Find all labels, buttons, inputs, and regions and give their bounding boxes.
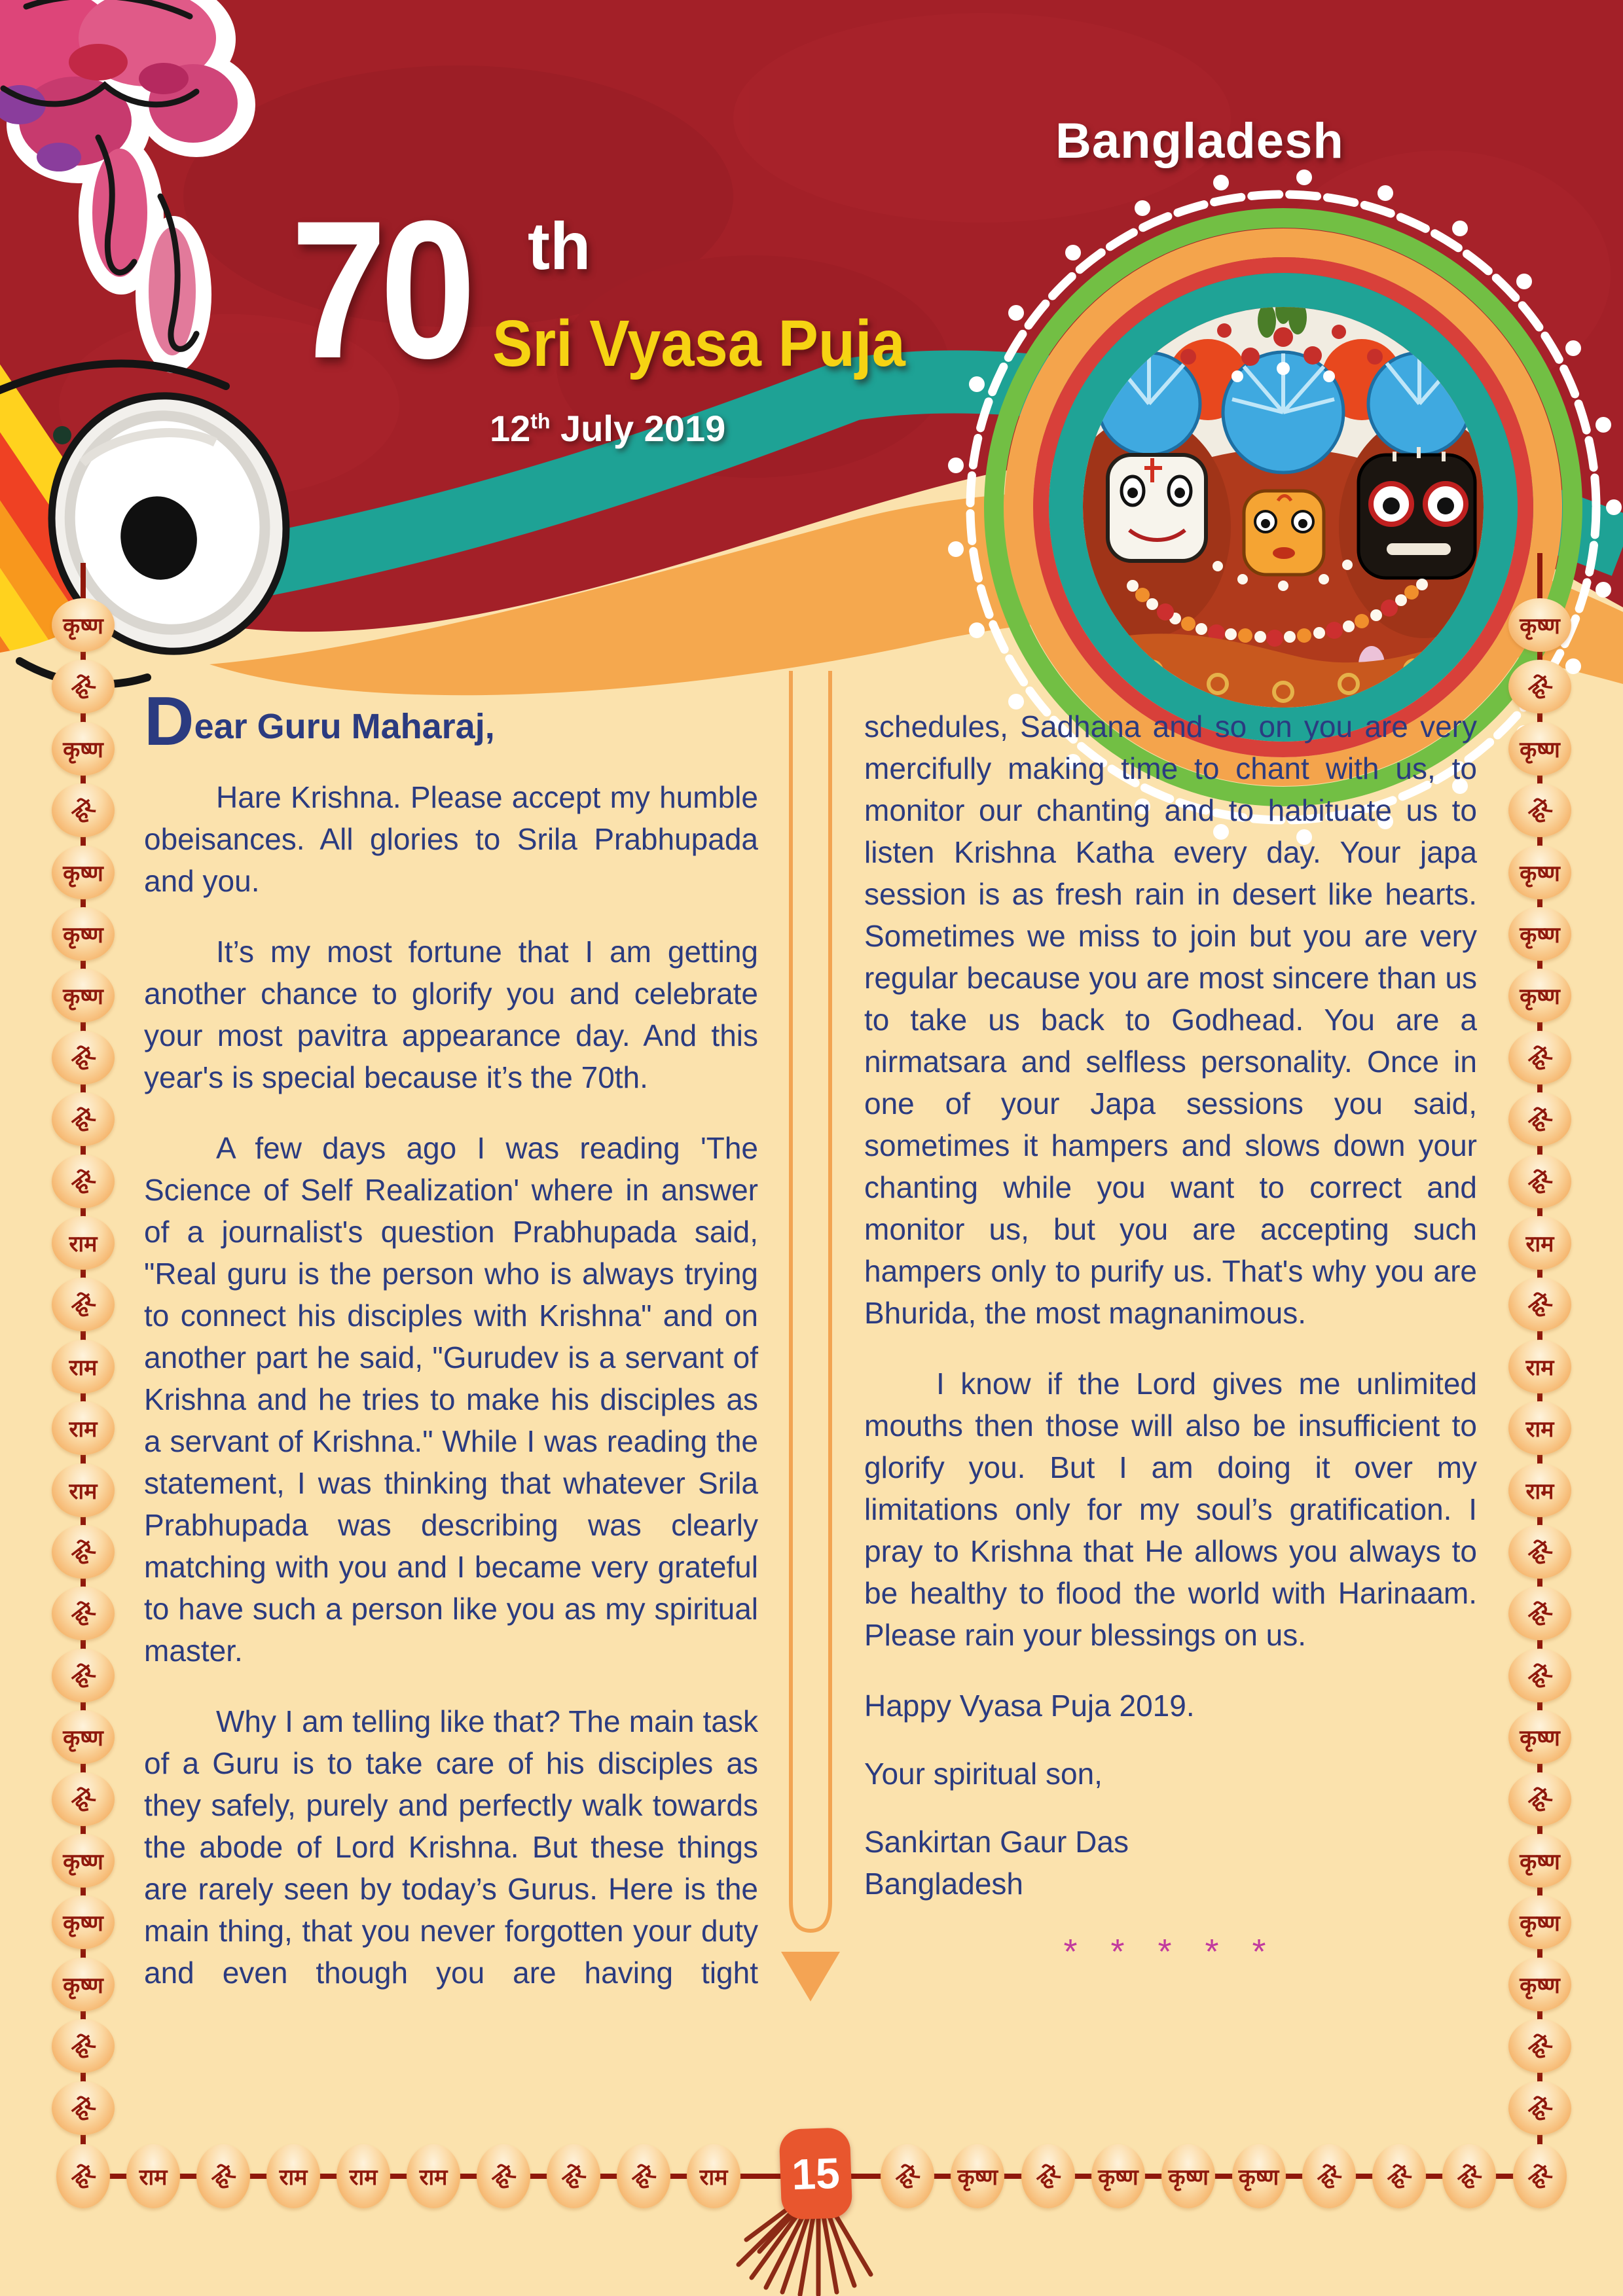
mantra-bead xyxy=(52,2019,115,2073)
mantra-bead-label: हरे xyxy=(68,1043,100,1075)
mantra-bead xyxy=(52,907,115,961)
mantra-bead xyxy=(1508,1710,1571,1764)
mantra-bead xyxy=(1513,2144,1567,2208)
paragraph: I know if the Lord gives me unlimited mouths then those will also be insufficient to glorify you. But I am doing it over my limitations only for my soul’s gratification. I pray to Krishna that He allows you always to be healthy to flood the world with Harinaam. Please rain your blessings on us. xyxy=(864,1367,1477,1652)
page-number-badge xyxy=(779,2127,853,2220)
mantra-bead xyxy=(52,1772,115,1826)
mantra-bead-label: राम xyxy=(69,1479,98,1504)
mantra-bead-label: हरे xyxy=(68,2031,100,2064)
mantra-bead xyxy=(52,1587,115,1640)
mantra-bead xyxy=(52,1958,115,2011)
mantra-bead xyxy=(1508,1525,1571,1579)
mantra-bead-label: हरे xyxy=(68,672,100,704)
mantra-bead xyxy=(52,1463,115,1517)
mantra-bead-label: हरे xyxy=(1525,1289,1557,1322)
mantra-bead-label: हरे xyxy=(68,1660,100,1693)
mantra-bead-label: हरे xyxy=(1525,672,1557,704)
mantra-bead xyxy=(52,1710,115,1764)
mantra-bead-label: कृष्ण xyxy=(1520,738,1560,762)
mantra-bead-label: हरे xyxy=(208,2161,240,2194)
mantra-bead-label: कृष्ण xyxy=(1520,1973,1560,1998)
mantra-bead-label: हरे xyxy=(68,1784,100,1816)
mantra-bead xyxy=(52,1216,115,1270)
mantra-bead-label: कृष्ण xyxy=(63,1912,103,1937)
mantra-bead xyxy=(126,2144,180,2208)
mantra-bead xyxy=(52,783,115,837)
mantra-bead xyxy=(1508,846,1571,899)
mantra-bead-label: राम xyxy=(1525,1418,1554,1443)
mantra-bead-label: राम xyxy=(1525,1232,1554,1257)
mantra-bead-label: हरे xyxy=(1525,1784,1557,1816)
mantra-bead-label: हरे xyxy=(892,2161,924,2194)
mantra-bead-label: कृष्ण xyxy=(1520,861,1560,886)
mantra-bead xyxy=(52,1155,115,1208)
mantra-bead-label: हरे xyxy=(1454,2161,1486,2194)
mantra-bead xyxy=(52,598,115,652)
mantra-bead-label: हरे xyxy=(1525,1660,1557,1693)
mantra-bead xyxy=(1508,722,1571,776)
mantra-bead xyxy=(52,969,115,1022)
closing-wish: Happy Vyasa Puja 2019. xyxy=(864,1689,1195,1723)
mantra-bead xyxy=(52,1649,115,1702)
mantra-bead-label: कृष्ण xyxy=(1238,2166,1279,2190)
mantra-bead xyxy=(1508,2081,1571,2135)
mantra-bead-label: हरे xyxy=(68,1537,100,1570)
paragraph: Why I am telling like that? The main task of a Guru is to take care of his disciples as they safely, purely and perfectly walk towards the abode of Lord Krishna. But these things are rarely seen by today’s Gurus. Here is the main thing, that you never forgotten your duty and even though you are having tight xyxy=(144,1704,758,1990)
mantra-bead-label: कृष्ण xyxy=(63,1973,103,1998)
mantra-bead xyxy=(52,1834,115,1888)
mantra-bead-label: हरे xyxy=(68,1289,100,1322)
mantra-bead xyxy=(1302,2144,1356,2208)
mantra-bead xyxy=(1508,1031,1571,1085)
mantra-bead-label: हरे xyxy=(1525,1166,1557,1198)
mantra-bead-label: कृष्ण xyxy=(63,924,103,948)
mantra-bead-label: कृष्ण xyxy=(63,738,103,762)
mantra-bead-label: हरे xyxy=(68,2161,100,2194)
mantra-bead-label: राम xyxy=(279,2166,308,2190)
mantra-bead-label: हरे xyxy=(68,1598,100,1631)
mantra-bead-label: राम xyxy=(1525,1355,1554,1380)
mantra-bead-label: राम xyxy=(69,1355,98,1380)
mantra-bead-label: हरे xyxy=(1384,2161,1416,2194)
mantra-bead-label: हरे xyxy=(68,795,100,828)
mantra-bead-label: कृष्ण xyxy=(1520,615,1560,639)
mantra-bead-label: हरे xyxy=(1525,2161,1557,2194)
mantra-bead xyxy=(196,2144,250,2208)
mantra-bead xyxy=(477,2144,530,2208)
mantra-bead xyxy=(52,2081,115,2135)
mantra-bead-label: हरे xyxy=(488,2161,520,2194)
signoff: Your spiritual son, xyxy=(864,1757,1103,1791)
mantra-bead xyxy=(52,1278,115,1331)
mantra-bead-label: कृष्ण xyxy=(1520,985,1560,1010)
mantra-bead xyxy=(1508,1216,1571,1270)
mantra-bead xyxy=(1161,2144,1215,2208)
mantra-bead xyxy=(52,846,115,899)
mantra-bead-label: हरे xyxy=(1525,1598,1557,1631)
mantra-bead-label: राम xyxy=(419,2166,448,2190)
paragraph: A few days ago I was reading 'The Science of Self Realization' where in answer of a journalist's question Prabhupada said, "Real guru is the person who is always trying to connect his disciples with Krishna" and on another part he said, "Gurudev is a servant of Krishna and he tries to make his disciples as a servant of Krishna." While I was reading the statement, I was thinking that whatever Srila Prabhupada was describing was clearly matching with you and I became very grateful to have such a person like you as my spiritual master. xyxy=(144,1131,758,1668)
mantra-bead xyxy=(1508,1092,1571,1146)
mantra-bead-label: कृष्ण xyxy=(1098,2166,1139,2190)
mantra-bead xyxy=(337,2144,390,2208)
paragraph: It’s my most fortune that I am getting another chance to glorify you and celebrate your most pavitra appearance day. And this year's is special because it’s the 70th. xyxy=(144,935,758,1094)
mantra-bead-label: कृष्ण xyxy=(957,2166,998,2190)
mantra-bead xyxy=(617,2144,670,2208)
mantra-bead-label: कृष्ण xyxy=(1520,924,1560,948)
date-day: 12 xyxy=(490,408,531,449)
mantra-bead-label: हरे xyxy=(1525,1537,1557,1570)
mantra-bead-label: हरे xyxy=(1314,2161,1346,2194)
signature-place: Bangladesh xyxy=(864,1867,1023,1901)
mantra-bead xyxy=(1021,2144,1075,2208)
mantra-bead xyxy=(951,2144,1004,2208)
anniversary-number-suffix: th xyxy=(528,209,591,283)
mantra-bead xyxy=(52,1340,115,1393)
mantra-bead-label: हरे xyxy=(68,1166,100,1198)
salutation-dropcap: D xyxy=(144,683,194,760)
mantra-bead xyxy=(1091,2144,1145,2208)
mantra-bead xyxy=(1508,1278,1571,1331)
mantra-bead-label: कृष्ण xyxy=(1168,2166,1209,2190)
mantra-bead xyxy=(1508,2019,1571,2073)
mantra-bead xyxy=(52,1092,115,1146)
mantra-bead xyxy=(1508,1401,1571,1455)
anniversary-number: 70 xyxy=(291,179,469,399)
mantra-bead xyxy=(1508,1587,1571,1640)
mantra-bead xyxy=(1232,2144,1286,2208)
paragraph: Hare Krishna. Please accept my humble obeisances. All glories to Srila Prabhupada and you. xyxy=(144,780,758,898)
mantra-bead xyxy=(547,2144,600,2208)
mantra-bead-label: हरे xyxy=(1525,1104,1557,1137)
mantra-bead-label: हरे xyxy=(68,2093,100,2125)
date-rest: July 2019 xyxy=(550,408,726,449)
mantra-bead-label: कृष्ण xyxy=(1520,1912,1560,1937)
mantra-bead-label: हरे xyxy=(1525,2093,1557,2125)
mantra-bead-label: राम xyxy=(699,2166,728,2190)
mantra-bead-label: हरे xyxy=(1033,2161,1065,2194)
country-heading: Bangladesh xyxy=(1055,113,1344,169)
mantra-bead xyxy=(1508,1463,1571,1517)
mantra-bead xyxy=(1508,1834,1571,1888)
mantra-bead xyxy=(1508,1895,1571,1949)
mantra-bead xyxy=(407,2144,460,2208)
mantra-bead-label: राम xyxy=(349,2166,378,2190)
mantra-bead-label: हरे xyxy=(68,1104,100,1137)
mantra-bead xyxy=(52,1031,115,1085)
mantra-bead-label: कृष्ण xyxy=(1520,1850,1560,1874)
mantra-bead xyxy=(52,1895,115,1949)
mantra-bead xyxy=(1442,2144,1496,2208)
salutation-text: ear Guru Maharaj, xyxy=(194,707,495,746)
mantra-bead-label: हरे xyxy=(558,2161,591,2194)
mantra-bead xyxy=(1508,907,1571,961)
mantra-bead xyxy=(52,1401,115,1455)
mantra-bead-label: कृष्ण xyxy=(63,861,103,886)
end-ornament: * * * * * xyxy=(1063,1932,1278,1971)
mantra-bead-label: कृष्ण xyxy=(63,1727,103,1751)
mantra-bead-label: राम xyxy=(139,2166,168,2190)
mantra-bead-label: राम xyxy=(69,1418,98,1443)
mantra-bead-label: कृष्ण xyxy=(63,615,103,639)
mantra-bead xyxy=(266,2144,320,2208)
mantra-bead xyxy=(1508,1155,1571,1208)
mantra-bead xyxy=(1508,660,1571,713)
mantra-bead-label: कृष्ण xyxy=(1520,1727,1560,1751)
mantra-bead xyxy=(1508,1772,1571,1826)
mantra-bead xyxy=(1508,783,1571,837)
mantra-bead-label: हरे xyxy=(629,2161,661,2194)
mantra-bead xyxy=(56,2144,110,2208)
mantra-bead xyxy=(1508,969,1571,1022)
occasion-title: Sri Vyasa Puja xyxy=(492,307,905,380)
mantra-bead xyxy=(1508,1649,1571,1702)
date-day-suffix: th xyxy=(530,409,551,433)
mantra-bead xyxy=(52,1525,115,1579)
mantra-bead-label: कृष्ण xyxy=(63,985,103,1010)
mantra-bead-label: हरे xyxy=(1525,2031,1557,2064)
mantra-bead xyxy=(1508,1958,1571,2011)
mantra-bead xyxy=(1372,2144,1426,2208)
mantra-bead-label: हरे xyxy=(1525,795,1557,828)
mantra-bead xyxy=(52,722,115,776)
signature-name: Sankirtan Gaur Das xyxy=(864,1825,1129,1859)
mantra-bead xyxy=(52,660,115,713)
mantra-bead xyxy=(1508,598,1571,652)
mantra-bead-label: कृष्ण xyxy=(63,1850,103,1874)
mantra-bead-label: हरे xyxy=(1525,1043,1557,1075)
page-number: 15 xyxy=(791,2148,841,2199)
mantra-bead xyxy=(1508,1340,1571,1393)
mantra-bead-label: राम xyxy=(1525,1479,1554,1504)
paragraph: schedules, Sadhana and so on you are very mercifully making time to chant with us, to monitor our chanting and to habituate us to listen Krishna Katha every day. Your japa session is as fresh rain in desert like hearts. Sometimes we miss to join but you are very regular because you are most sincere than us to take us back to Godhead. You are a nirmatsara and selfless personality. Once in one of your Japa sessions you said, sometimes it hampers and slows down your chanting while you want to correct and monitor us, but you are accepting such hampers only to purify us. That's why you are Bhurida, the most magnanimous. xyxy=(864,709,1477,1330)
mantra-bead-label: राम xyxy=(69,1232,98,1257)
